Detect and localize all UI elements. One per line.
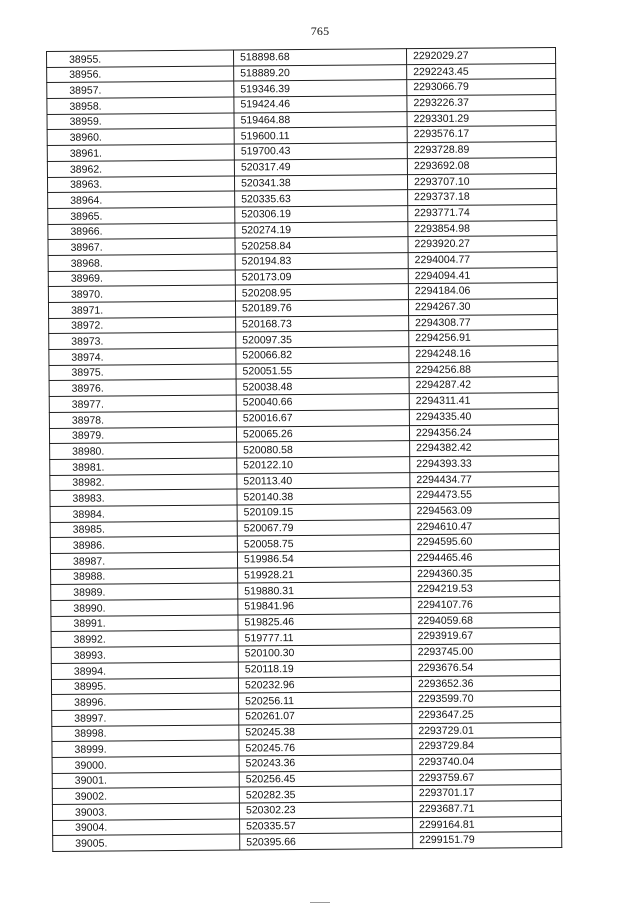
coordinate-table xyxy=(46,47,562,852)
x-coordinate-cell: 519928.21 xyxy=(238,566,411,583)
y-coordinate-cell: 2293692.08 xyxy=(407,157,556,174)
x-coordinate-cell: 520066.82 xyxy=(236,347,409,364)
bottom-scan-mark xyxy=(310,902,330,903)
point-number-cell: 38995. xyxy=(51,678,238,695)
y-coordinate-cell: 2293729.84 xyxy=(412,738,561,755)
point-number-cell: 38974. xyxy=(49,348,236,365)
point-number-cell: 38978. xyxy=(49,411,236,428)
x-coordinate-cell: 519880.31 xyxy=(238,582,411,599)
x-coordinate-cell: 520282.35 xyxy=(239,786,412,803)
y-coordinate-cell: 2294610.47 xyxy=(410,518,559,535)
x-coordinate-cell: 519777.11 xyxy=(238,629,411,646)
x-coordinate-cell: 520243.36 xyxy=(239,755,412,772)
x-coordinate-cell: 520194.83 xyxy=(235,253,408,270)
y-coordinate-cell: 2294335.40 xyxy=(409,408,558,425)
point-number-cell: 39000. xyxy=(52,756,239,773)
y-coordinate-cell: 2294107.76 xyxy=(411,597,560,614)
x-coordinate-cell: 520189.76 xyxy=(235,300,408,317)
x-coordinate-cell: 518889.20 xyxy=(234,64,407,81)
y-coordinate-cell: 2292243.45 xyxy=(407,63,556,80)
x-coordinate-cell: 520100.30 xyxy=(238,645,411,662)
point-number-cell: 38968. xyxy=(48,254,235,271)
y-coordinate-cell: 2294360.35 xyxy=(411,565,560,582)
x-coordinate-cell: 520067.79 xyxy=(237,519,410,536)
point-number-cell: 38993. xyxy=(51,646,238,663)
y-coordinate-cell: 2293771.74 xyxy=(408,204,557,221)
x-coordinate-cell: 520341.38 xyxy=(234,174,407,191)
x-coordinate-cell: 520113.40 xyxy=(237,472,410,489)
x-coordinate-cell: 520274.19 xyxy=(235,221,408,238)
point-number-cell: 38956. xyxy=(47,66,234,83)
point-number-cell: 38960. xyxy=(47,128,234,145)
x-coordinate-cell: 520256.11 xyxy=(239,692,412,709)
y-coordinate-cell: 2293652.36 xyxy=(411,675,560,692)
point-number-cell: 38984. xyxy=(50,505,237,522)
y-coordinate-cell: 2294308.77 xyxy=(409,314,558,331)
point-number-cell: 38988. xyxy=(51,568,238,585)
y-coordinate-cell: 2294465.46 xyxy=(410,549,559,566)
y-coordinate-cell: 2294256.91 xyxy=(409,330,558,347)
y-coordinate-cell: 2294311.41 xyxy=(409,393,558,410)
point-number-cell: 38997. xyxy=(52,709,239,726)
y-coordinate-cell: 2294434.77 xyxy=(410,471,559,488)
point-number-cell: 38987. xyxy=(50,552,237,569)
y-coordinate-cell: 2293854.98 xyxy=(408,220,557,237)
y-coordinate-cell: 2294287.42 xyxy=(409,377,558,394)
y-coordinate-cell: 2293737.18 xyxy=(408,189,557,206)
point-number-cell: 38969. xyxy=(48,270,235,287)
y-coordinate-cell: 2294059.68 xyxy=(411,612,560,629)
y-coordinate-cell: 2294248.16 xyxy=(409,346,558,363)
point-number-cell: 38979. xyxy=(49,427,236,444)
point-number-cell: 39004. xyxy=(53,819,240,836)
point-number-cell: 38983. xyxy=(50,489,237,506)
point-number-cell: 38992. xyxy=(51,630,238,647)
x-coordinate-cell: 518898.68 xyxy=(233,49,406,66)
point-number-cell: 38990. xyxy=(51,599,238,616)
point-number-cell: 38994. xyxy=(51,662,238,679)
x-coordinate-cell: 520051.55 xyxy=(236,362,409,379)
x-coordinate-cell: 520335.57 xyxy=(240,817,413,834)
point-number-cell: 38981. xyxy=(50,458,237,475)
y-coordinate-cell: 2294382.42 xyxy=(410,440,559,457)
x-coordinate-cell: 520317.49 xyxy=(234,158,407,175)
point-number-cell: 38982. xyxy=(50,474,237,491)
coordinate-table-body xyxy=(47,47,562,851)
point-number-cell: 39003. xyxy=(52,803,239,820)
point-number-cell: 38976. xyxy=(49,379,236,396)
y-coordinate-cell: 2293759.67 xyxy=(412,769,561,786)
y-coordinate-cell: 2294184.06 xyxy=(408,283,557,300)
y-coordinate-cell: 2292029.27 xyxy=(406,47,555,64)
x-coordinate-cell: 520245.76 xyxy=(239,739,412,756)
point-number-cell: 38973. xyxy=(49,332,236,349)
y-coordinate-cell: 2294393.33 xyxy=(410,455,559,472)
x-coordinate-cell: 520058.75 xyxy=(237,535,410,552)
x-coordinate-cell: 520395.66 xyxy=(240,833,413,850)
point-number-cell: 38958. xyxy=(47,97,234,114)
point-number-cell: 38970. xyxy=(48,285,235,302)
x-coordinate-cell: 520302.23 xyxy=(239,802,412,819)
x-coordinate-cell: 519841.96 xyxy=(238,598,411,615)
y-coordinate-cell: 2294219.53 xyxy=(411,581,560,598)
point-number-cell: 38977. xyxy=(49,395,236,412)
x-coordinate-cell: 520232.96 xyxy=(238,676,411,693)
y-coordinate-cell: 2294563.09 xyxy=(410,502,559,519)
point-number-cell: 38967. xyxy=(48,238,235,255)
x-coordinate-cell: 520038.48 xyxy=(236,378,409,395)
y-coordinate-cell: 2293687.71 xyxy=(412,800,561,817)
x-coordinate-cell: 520140.38 xyxy=(237,488,410,505)
y-coordinate-cell: 2293066.79 xyxy=(407,79,556,96)
x-coordinate-cell: 520118.19 xyxy=(238,660,411,677)
point-number-cell: 38963. xyxy=(47,176,234,193)
y-coordinate-cell: 2294267.30 xyxy=(408,298,557,315)
point-number-cell: 38959. xyxy=(47,113,234,130)
point-number-cell: 38957. xyxy=(47,81,234,98)
point-number-cell: 38986. xyxy=(50,536,237,553)
y-coordinate-cell: 2293728.89 xyxy=(407,142,556,159)
y-coordinate-cell: 2293301.29 xyxy=(407,110,556,127)
point-number-cell: 38964. xyxy=(48,191,235,208)
point-number-cell: 38961. xyxy=(47,144,234,161)
point-number-cell: 38991. xyxy=(51,615,238,632)
point-number-cell: 38965. xyxy=(48,207,235,224)
x-coordinate-cell: 520080.58 xyxy=(237,441,410,458)
x-coordinate-cell: 520306.19 xyxy=(235,206,408,223)
x-coordinate-cell: 520173.09 xyxy=(235,268,408,285)
point-number-cell: 39005. xyxy=(53,834,240,851)
x-coordinate-cell: 519700.43 xyxy=(234,143,407,160)
point-number-cell: 38999. xyxy=(52,740,239,757)
x-coordinate-cell: 520258.84 xyxy=(235,237,408,254)
point-number-cell: 38980. xyxy=(50,442,237,459)
y-coordinate-cell: 2299151.79 xyxy=(413,832,562,849)
y-coordinate-cell: 2294094.41 xyxy=(408,267,557,284)
x-coordinate-cell: 520097.35 xyxy=(236,331,409,348)
y-coordinate-cell: 2293576.17 xyxy=(407,126,556,143)
y-coordinate-cell: 2294595.60 xyxy=(410,534,559,551)
x-coordinate-cell: 520208.95 xyxy=(235,284,408,301)
y-coordinate-cell: 2293919.67 xyxy=(411,628,560,645)
x-coordinate-cell: 519986.54 xyxy=(237,551,410,568)
point-number-cell: 38955. xyxy=(47,50,234,67)
table-row xyxy=(53,832,562,852)
x-coordinate-cell: 520065.26 xyxy=(236,425,409,442)
x-coordinate-cell: 519825.46 xyxy=(238,613,411,630)
y-coordinate-cell: 2294356.24 xyxy=(409,424,558,441)
x-coordinate-cell: 520109.15 xyxy=(237,504,410,521)
x-coordinate-cell: 519464.88 xyxy=(234,111,407,128)
x-coordinate-cell: 520261.07 xyxy=(239,708,412,725)
y-coordinate-cell: 2293729.01 xyxy=(412,722,561,739)
y-coordinate-cell: 2293740.04 xyxy=(412,753,561,770)
point-number-cell: 38962. xyxy=(47,160,234,177)
point-number-cell: 39002. xyxy=(52,787,239,804)
page-number: 765 xyxy=(310,24,330,38)
x-coordinate-cell: 520256.45 xyxy=(239,770,412,787)
point-number-cell: 39001. xyxy=(52,772,239,789)
y-coordinate-cell: 2293745.00 xyxy=(411,644,560,661)
y-coordinate-cell: 2294473.55 xyxy=(410,487,559,504)
x-coordinate-cell: 520245.38 xyxy=(239,723,412,740)
point-number-cell: 38989. xyxy=(51,583,238,600)
y-coordinate-cell: 2293707.10 xyxy=(407,173,556,190)
y-coordinate-cell: 2293920.27 xyxy=(408,236,557,253)
point-number-cell: 38966. xyxy=(48,223,235,240)
point-number-cell: 38971. xyxy=(48,301,235,318)
y-coordinate-cell: 2293676.54 xyxy=(411,659,560,676)
x-coordinate-cell: 519424.46 xyxy=(234,96,407,113)
x-coordinate-cell: 520122.10 xyxy=(237,457,410,474)
y-coordinate-cell: 2294256.88 xyxy=(409,361,558,378)
x-coordinate-cell: 520335.63 xyxy=(235,190,408,207)
x-coordinate-cell: 520168.73 xyxy=(236,315,409,332)
y-coordinate-cell: 2294004.77 xyxy=(408,251,557,268)
point-number-cell: 38972. xyxy=(49,317,236,334)
x-coordinate-cell: 520040.66 xyxy=(236,394,409,411)
y-coordinate-cell: 2293226.37 xyxy=(407,95,556,112)
point-number-cell: 38998. xyxy=(52,725,239,742)
x-coordinate-cell: 519346.39 xyxy=(234,80,407,97)
y-coordinate-cell: 2293599.70 xyxy=(412,691,561,708)
y-coordinate-cell: 2293647.25 xyxy=(412,706,561,723)
y-coordinate-cell: 2299164.81 xyxy=(413,816,562,833)
y-coordinate-cell: 2293701.17 xyxy=(412,785,561,802)
x-coordinate-cell: 520016.67 xyxy=(236,409,409,426)
point-number-cell: 38985. xyxy=(50,521,237,538)
point-number-cell: 38975. xyxy=(49,364,236,381)
x-coordinate-cell: 519600.11 xyxy=(234,127,407,144)
point-number-cell: 38996. xyxy=(52,693,239,710)
